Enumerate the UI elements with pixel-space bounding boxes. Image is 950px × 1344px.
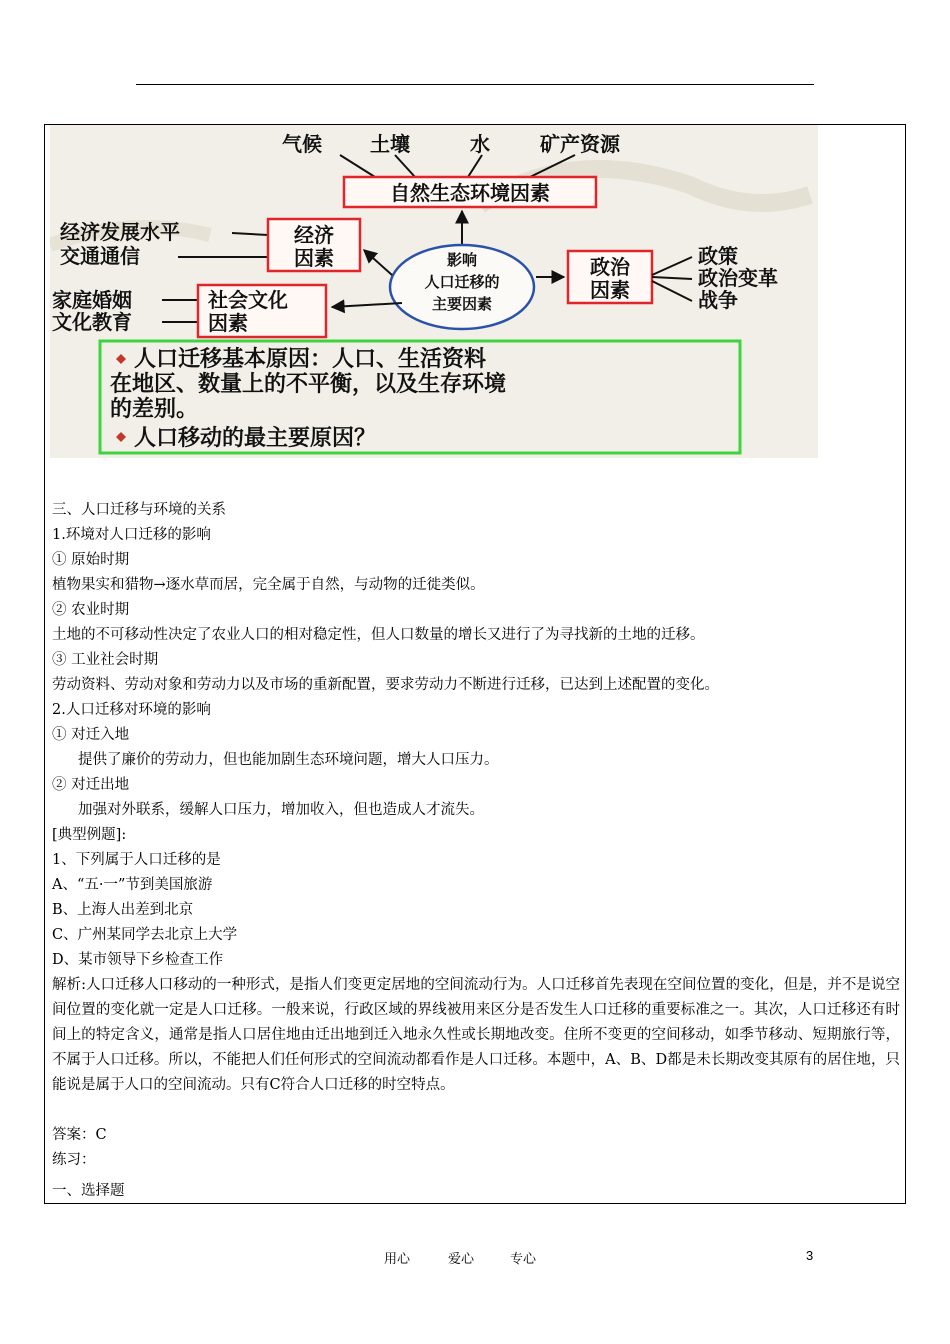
example-title: [典型例题]:: [52, 827, 127, 843]
question-1: 1、下列属于人口迁移的是: [52, 852, 221, 868]
practice-label: 练习：: [52, 1152, 96, 1168]
economy-factor-label-1: 经济: [294, 223, 334, 247]
economy-item-transport: 交通通信: [60, 244, 140, 268]
footer-motto-1: 用心: [384, 1252, 411, 1267]
item-1a: ① 原始时期: [52, 552, 130, 568]
reason-line-1: 人口迁移基本原因：人口、生活资料: [134, 347, 487, 372]
item-1a-text: 植物果实和猎物→逐水草而居，完全属于自然，与动物的迁徙类似。: [52, 577, 485, 593]
culture-factor-label-1: 社会文化: [208, 288, 288, 312]
page-number: 3: [806, 1248, 814, 1263]
option-d: D、某市领导下乡检查工作: [52, 952, 224, 968]
reason-question: 人口移动的最主要原因？: [134, 426, 377, 451]
subsection-1: 1.环境对人口迁移的影响: [52, 527, 211, 543]
migration-factors-diagram: [50, 125, 818, 458]
footer-motto-3: 专心: [510, 1252, 537, 1267]
reason-line-3: 的差别。: [110, 397, 199, 422]
economy-item-development: 经济发展水平: [60, 220, 180, 244]
politics-factor-label-2: 因素: [590, 278, 630, 302]
politics-item-war: 战争: [698, 288, 738, 312]
nature-item-water: 水: [470, 132, 490, 156]
center-text-3: 主要因素: [431, 295, 493, 313]
center-text-2: 人口迁移的: [424, 273, 500, 291]
nature-item-climate: 气候: [282, 132, 322, 156]
center-text-1: 影响: [446, 251, 478, 269]
reason-line-2: 在地区、数量上的不平衡，以及生存环境: [110, 372, 507, 397]
option-b: B、上海人出差到北京: [52, 902, 194, 918]
option-c: C、广州某同学去北京上大学: [52, 927, 238, 943]
header-rule: [136, 84, 814, 85]
nature-factor-label: 自然生态环境因素: [390, 181, 550, 205]
economy-factor-label-2: 因素: [294, 246, 334, 270]
nature-item-minerals: 矿产资源: [540, 132, 620, 156]
section-title: 三、人口迁移与环境的关系: [52, 502, 226, 518]
culture-item-family: 家庭婚姻: [52, 288, 132, 312]
item-2a-text: 提供了廉价的劳动力，但也能加剧生态环境问题，增大人口压力。: [78, 752, 499, 768]
item-1b-text: 土地的不可移动性决定了农业人口的相对稳定性，但人口数量的增长又进行了为寻找新的土地的迁移。: [52, 627, 705, 643]
answer: 答案：C: [52, 1127, 107, 1143]
item-2b: ② 对迁出地: [52, 777, 130, 793]
choice-section-title: 一、选择题: [52, 1183, 125, 1199]
culture-factor-label-2: 因素: [208, 311, 248, 335]
politics-factor-label-1: 政治: [590, 255, 630, 279]
footer-motto-2: 爱心: [448, 1252, 475, 1267]
item-2b-text: 加强对外联系，缓解人口压力，增加收入，但也造成人才流失。: [78, 802, 484, 818]
politics-item-policy: 政策: [698, 244, 738, 268]
item-1c-text: 劳动资料、劳动对象和劳动力以及市场的重新配置，要求劳动力不断进行迁移，已达到上述配置的变化。: [52, 677, 719, 693]
option-a: A、“五·一”节到美国旅游: [52, 877, 213, 893]
politics-item-reform: 政治变革: [698, 266, 778, 290]
item-2a: ① 对迁入地: [52, 727, 130, 743]
subsection-2: 2.人口迁移对环境的影响: [52, 702, 211, 718]
item-1c: ③ 工业社会时期: [52, 652, 159, 668]
nature-item-soil: 土壤: [370, 132, 410, 156]
culture-item-education: 文化教育: [52, 310, 132, 334]
analysis-paragraph: 解析:人口迁移人口移动的一种形式，是指人们变更定居地的空间流动行为。人口迁移首先表现在空间位置的变化，但是，并不是说空间位置的变化就一定是人口迁移。一般来说，行政区域的界线被用来区分是否发生人口迁移的重要标准之一。其次，人口迁移还有时间上的特定含义，通常是指人口居住地由迁出地到迁入地永久性或长期地改变。住所不变更的空间移动，如季节移动、短期旅行等，不属于人口迁移。所以，不能把人们任何形式的空间流动都看作是人口迁移。本题中，A、B、D都是未长期改变其原有的居住地，只能说是属于人口的空间流动。只有C符合人口迁移的时空特点。: [52, 977, 900, 1093]
item-1b: ② 农业时期: [52, 602, 130, 618]
